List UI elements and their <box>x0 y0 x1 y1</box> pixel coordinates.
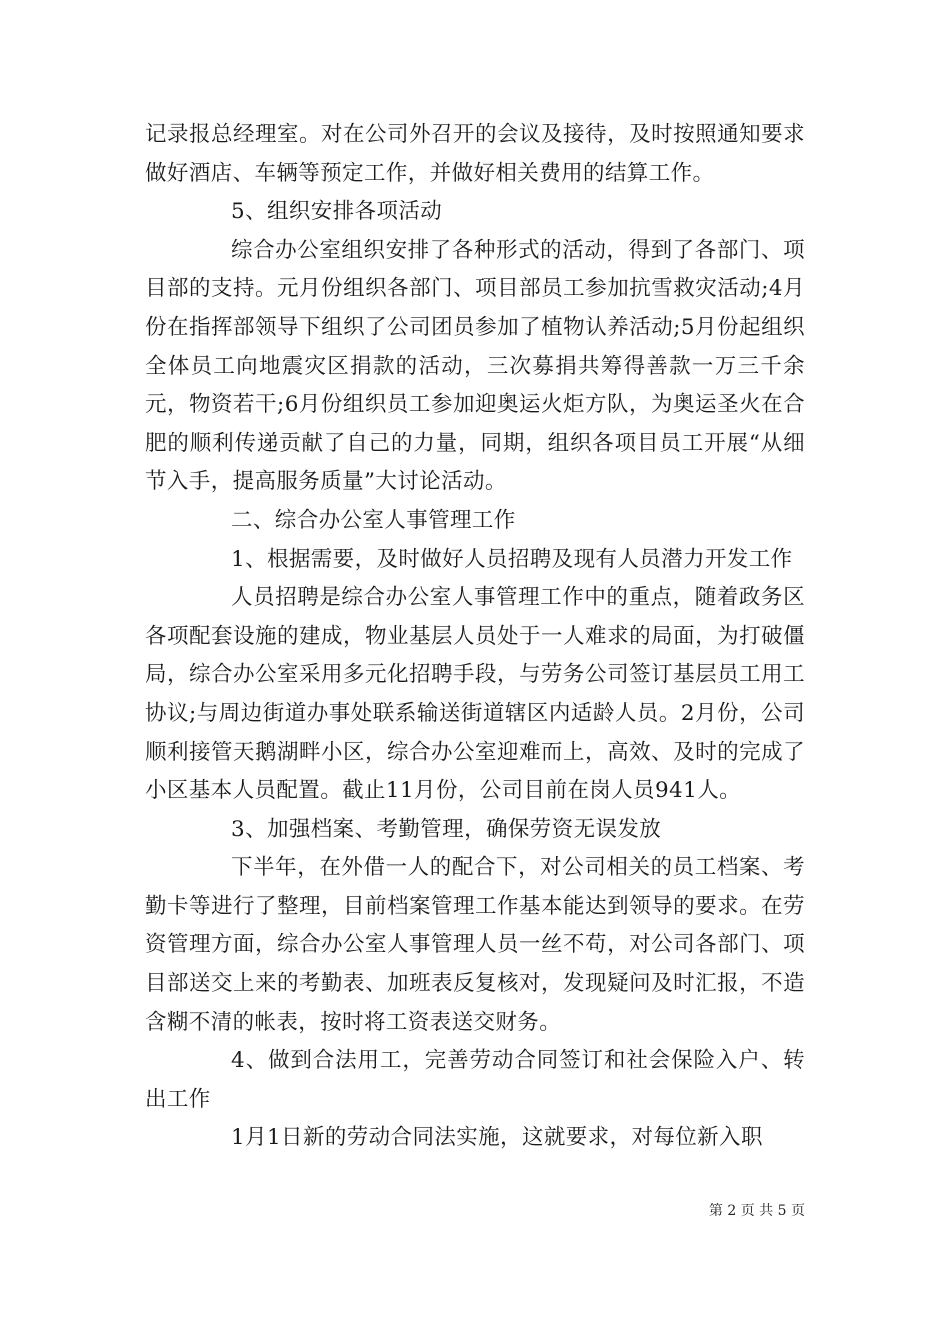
page-number: 第 2 页 共 5 页 <box>708 1203 805 1219</box>
paragraph-recruitment: 人员招聘是综合办公室人事管理工作中的重点，随着政务区各项配套设施的建成，物业基层人员处于一人难求的局面，为打破僵局，综合办公室采用多元化招聘手段，与劳务公司签订基层员工用工协议;与周边街道办事处联系输送街道辖区内适龄人员。2月份，公司顺利接管天鹅湖畔小区，综合办公室迎难而上，高效、及时的完成了小区基本人员配置。截止11月份，公司目前在岗人员941人。 <box>145 585 805 804</box>
subheading-recruitment: 1、根据需要，及时做好人员招聘及现有人员潜力开发工作 <box>231 546 793 572</box>
subheading-archives: 3、加强档案、考勤管理，确保劳资无误发放 <box>231 816 662 842</box>
section-heading-hr: 二、综合办公室人事管理工作 <box>231 507 516 533</box>
paragraph-labor-contract: 1月1日新的劳动合同法实施，这就要求，对每位新入职 <box>231 1125 763 1151</box>
paragraph-activities: 综合办公室组织安排了各种形式的活动，得到了各部门、项目部的支持。元月份组织各部门、项目部员工参加抗雪救灾活动;4月份在指挥部领导下组织了公司团员参加了植物认养活动;5月份起组织全体员工向地震灾区捐款的活动，三次募捐共筹得善款一万三千余元，物资若干;6月份组织员工参加迎奥运火炬方队，为奥运圣火在合肥的顺利传递贡献了自己的力量，同期，组织各项目员工开展“从细节入手，提高服务质量”大讨论活动。 <box>145 237 805 495</box>
paragraph-archives: 下半年，在外借一人的配合下，对公司相关的员工档案、考勤卡等进行了整理，目前档案管理工作基本能达到领导的要求。在劳资管理方面，综合办公室人事管理人员一丝不苟，对公司各部门、项目部送交上来的考勤表、加班表反复核对，发现疑问及时汇报，不造含糊不清的帐表，按时将工资表送交财务。 <box>145 855 805 1035</box>
paragraph-continuation: 记录报总经理室。对在公司外召开的会议及接待，及时按照通知要求做好酒店、车辆等预定工作，并做好相关费用的结算工作。 <box>145 122 805 186</box>
subheading-labor-contract: 4、做到合法用工，完善劳动合同签订和社会保险入户、转出工作 <box>145 1048 805 1112</box>
section-heading-activities: 5、组织安排各项活动 <box>231 199 443 225</box>
document-body <box>145 116 805 1158</box>
